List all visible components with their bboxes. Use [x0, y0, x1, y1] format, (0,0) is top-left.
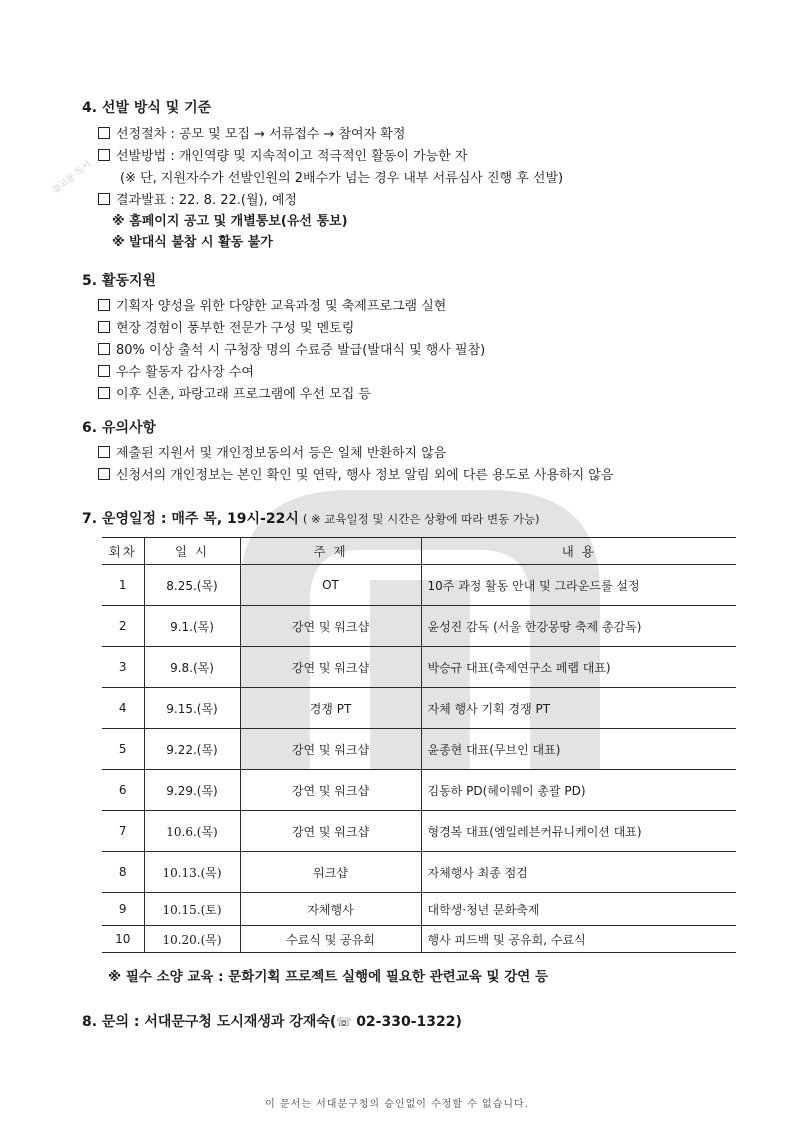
row-topic: OT: [240, 565, 421, 606]
header-round: 회차: [102, 538, 144, 565]
row-date: 9.8.(목): [144, 647, 240, 688]
table-row: [102, 647, 736, 688]
row-date: 10.13.(목): [144, 852, 240, 893]
checkbox-icon: [98, 387, 110, 399]
row-content: 행사 피드백 및 공유회, 수료식: [421, 926, 736, 953]
table-row: [102, 688, 736, 729]
watermark-stamp: 참고용 도서: [50, 159, 94, 196]
table-row: [102, 811, 736, 852]
section-5-item: 기획자 양성을 위한 다양한 교육과정 및 축제프로그램 실현: [98, 295, 446, 314]
table-row: [102, 729, 736, 770]
row-topic: 강연 및 워크샵: [240, 729, 421, 770]
row-date: 9.29.(목): [144, 770, 240, 811]
phone-icon: ☏: [336, 1015, 352, 1029]
row-no: 5: [102, 729, 144, 770]
row-no: 7: [102, 811, 144, 852]
checkbox-icon: [98, 468, 110, 480]
row-date: 10.20.(목): [144, 926, 240, 953]
row-content: 박승규 대표(축제연구소 페랩 대표): [421, 647, 736, 688]
row-topic: 강연 및 워크샵: [240, 811, 421, 852]
row-date: 9.1.(목): [144, 606, 240, 647]
table-row: [102, 926, 736, 953]
schedule-note: ( ※ 교육일정 및 시간은 상황에 따라 변동 가능): [302, 512, 540, 526]
row-date: 10.15.(토): [144, 893, 240, 926]
schedule-table: [102, 537, 736, 953]
section-6-title: 6. 유의사항: [82, 420, 157, 436]
section-7-title: 7. 운영일정 : 매주 목, 19시-22시 ( ※ 교육일정 및 시간은 상황에 따라 변동 가능): [82, 511, 540, 527]
row-content: 김동하 PD(헤이웨이 총괄 PD): [421, 770, 736, 811]
row-no: 4: [102, 688, 144, 729]
section-5-item: 이후 신촌, 파랑고래 프로그램에 우선 모집 등: [98, 383, 371, 402]
section-5-item: 현장 경험이 풍부한 전문가 구성 및 멘토링: [98, 317, 354, 336]
row-topic: 자체행사: [240, 893, 421, 926]
section-4-item: 선정절차 : 공모 및 모집 → 서류접수 → 참여자 확정: [98, 123, 405, 142]
section-4-result: 결과발표 : 22. 8. 22.(월), 예정: [98, 189, 297, 208]
section-5-item: 우수 활동자 감사장 수여: [98, 361, 254, 380]
row-no: 2: [102, 606, 144, 647]
row-no: 1: [102, 565, 144, 606]
header-date: 일 시: [144, 538, 240, 565]
table-row: [102, 770, 736, 811]
row-topic: 강연 및 워크샵: [240, 770, 421, 811]
section-8-contact: 8. 문의 : 서대문구청 도시재생과 강재숙(☏ 02-330-1322): [82, 1014, 462, 1030]
section-4-note: ※ 홈페이지 공고 및 개별통보(유선 통보): [112, 214, 348, 229]
row-topic: 강연 및 워크샵: [240, 606, 421, 647]
row-no: 8: [102, 852, 144, 893]
row-topic: 수료식 및 공유회: [240, 926, 421, 953]
row-content: 윤종현 대표(무브인 대표): [421, 729, 736, 770]
footer-notice: 이 문서는 서대문구청의 승인없이 수정할 수 없습니다.: [265, 1099, 529, 1110]
checkbox-icon: [98, 446, 110, 458]
row-topic: 강연 및 워크샵: [240, 647, 421, 688]
header-content: 내 용: [421, 538, 736, 565]
row-content: 자체행사 최종 점검: [421, 852, 736, 893]
checkbox-icon: [98, 365, 110, 377]
row-date: 8.25.(목): [144, 565, 240, 606]
checkbox-icon: [98, 149, 110, 161]
row-content: 윤성진 감독 (서울 한강몽땅 축제 총감독): [421, 606, 736, 647]
section-5-item: 80% 이상 출석 시 구청장 명의 수료증 발급(발대식 및 행사 필참): [98, 339, 485, 358]
section-4-title: 4. 선발 방식 및 기준: [82, 100, 212, 116]
section-6-item: 제출된 지원서 및 개인정보동의서 등은 일체 반환하지 않음: [98, 442, 446, 461]
schedule-footnote: ※ 필수 소양 교육 : 문화기획 프로젝트 실행에 필요한 관련교육 및 강연 등: [108, 969, 549, 985]
row-date: 10.6.(목): [144, 811, 240, 852]
table-row: [102, 565, 736, 606]
row-no: 3: [102, 647, 144, 688]
table-row: [102, 852, 736, 893]
checkbox-icon: [98, 127, 110, 139]
row-content: 10주 과정 활동 안내 및 그라운드룰 설정: [421, 565, 736, 606]
table-header-row: [102, 538, 736, 565]
row-topic: 경쟁 PT: [240, 688, 421, 729]
checkbox-icon: [98, 299, 110, 311]
header-topic: 주 제: [240, 538, 421, 565]
section-4-sub-note: (※ 단, 지원자수가 선발인원의 2배수가 넘는 경우 내부 서류심사 진행 후 선발): [120, 171, 564, 186]
checkbox-icon: [98, 193, 110, 205]
row-no: 6: [102, 770, 144, 811]
row-topic: 워크샵: [240, 852, 421, 893]
checkbox-icon: [98, 343, 110, 355]
row-date: 9.15.(목): [144, 688, 240, 729]
row-no: 10: [102, 926, 144, 953]
row-content: 자체 행사 기획 경쟁 PT: [421, 688, 736, 729]
section-6-item: 신청서의 개인정보는 본인 확인 및 연락, 행사 정보 알림 외에 다른 용도로 사용하지 않음: [98, 464, 613, 483]
row-date: 9.22.(목): [144, 729, 240, 770]
section-5-title: 5. 활동지원: [82, 273, 157, 289]
row-no: 9: [102, 893, 144, 926]
table-row: [102, 606, 736, 647]
row-content: 대학생·청년 문화축제: [421, 893, 736, 926]
table-row: [102, 893, 736, 926]
section-4-item: 선발방법 : 개인역량 및 지속적이고 적극적인 활동이 가능한 자: [98, 145, 467, 164]
section-4-note: ※ 발대식 불참 시 활동 불가: [112, 235, 273, 250]
row-content: 형경복 대표(엠일레븐커뮤니케이션 대표): [421, 811, 736, 852]
checkbox-icon: [98, 321, 110, 333]
